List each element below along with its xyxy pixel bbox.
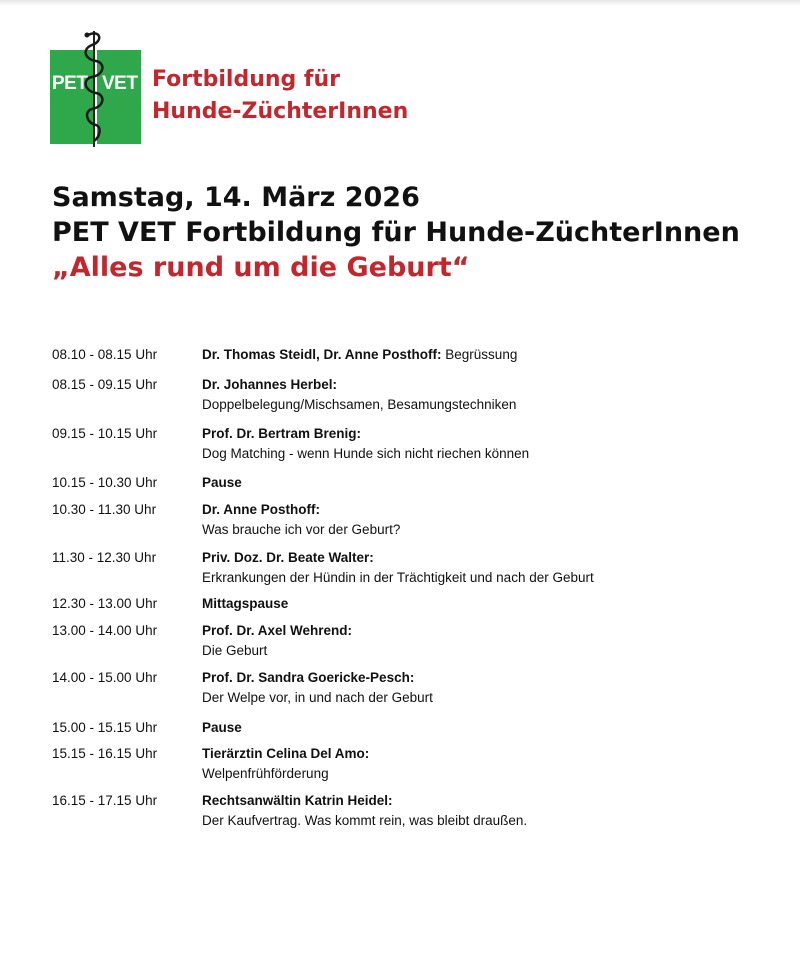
schedule-content <box>202 424 762 464</box>
schedule-topic: Welpenfrühförderung <box>202 766 329 781</box>
aesculapian-snake-icon <box>78 27 108 149</box>
schedule-content <box>202 621 762 661</box>
schedule-topic: Die Geburt <box>202 643 268 658</box>
logo-text-pet: PET <box>52 73 88 94</box>
schedule-topic: Was brauche ich vor der Geburt? <box>202 522 401 537</box>
header-title <box>152 64 408 128</box>
schedule-break: Mittagspause <box>202 596 289 611</box>
schedule-content <box>202 791 762 831</box>
schedule-time: 14.00 - 15.00 Uhr <box>52 670 158 685</box>
header-title-line2: Hunde-ZüchterInnen <box>152 99 409 124</box>
schedule-speaker: Prof. Dr. Bertram Brenig: <box>202 426 362 441</box>
schedule-topic-inline: Begrüssung <box>441 347 518 362</box>
schedule-topic: Erkrankungen der Hündin in der Trächtigkeit und nach der Geburt <box>202 570 594 585</box>
schedule-time: 10.15 - 10.30 Uhr <box>52 475 158 490</box>
schedule-time: 10.30 - 11.30 Uhr <box>52 502 157 517</box>
schedule-time: 09.15 - 10.15 Uhr <box>52 426 158 441</box>
schedule-time: 08.15 - 09.15 Uhr <box>52 377 158 392</box>
schedule-break: Pause <box>202 475 242 490</box>
event-name: PET VET Fortbildung für Hunde-ZüchterInnen <box>52 217 740 248</box>
schedule-time: 12.30 - 13.00 Uhr <box>52 596 158 611</box>
logo-text-vet: VET <box>102 73 138 94</box>
schedule-topic: Der Kaufvertrag. Was kommt rein, was bleibt draußen. <box>202 813 528 828</box>
schedule-time: 15.00 - 15.15 Uhr <box>52 720 158 735</box>
schedule-content <box>202 375 762 415</box>
schedule-speaker: Tierärztin Celina Del Amo: <box>202 746 370 761</box>
schedule-content <box>202 548 762 588</box>
schedule-content <box>202 345 762 365</box>
schedule-speaker: Dr. Thomas Steidl, Dr. Anne Posthoff: <box>202 347 442 362</box>
schedule-time: 15.15 - 16.15 Uhr <box>52 746 158 761</box>
top-edge <box>0 0 800 6</box>
schedule-topic: Doppelbelegung/Mischsamen, Besamungstechniken <box>202 397 517 412</box>
schedule-time: 08.10 - 08.15 Uhr <box>52 347 158 362</box>
event-motto: „Alles rund um die Geburt“ <box>52 252 470 283</box>
header-title-line1: Fortbildung für <box>152 67 341 92</box>
schedule-time: 16.15 - 17.15 Uhr <box>52 793 158 808</box>
schedule-time: 13.00 - 14.00 Uhr <box>52 623 158 638</box>
schedule-speaker: Priv. Doz. Dr. Beate Walter: <box>202 550 374 565</box>
schedule-topic: Der Welpe vor, in und nach der Geburt <box>202 690 433 705</box>
schedule-speaker: Prof. Dr. Sandra Goericke-Pesch: <box>202 670 415 685</box>
schedule-topic: Dog Matching - wenn Hunde sich nicht riechen können <box>202 446 530 461</box>
schedule-content <box>202 594 762 614</box>
schedule-content <box>202 744 762 784</box>
schedule-speaker: Rechtsanwältin Katrin Heidel: <box>202 793 393 808</box>
event-date: Samstag, 14. März 2026 <box>52 182 420 213</box>
schedule-time: 11.30 - 12.30 Uhr <box>52 550 157 565</box>
schedule-speaker: Prof. Dr. Axel Wehrend: <box>202 623 353 638</box>
schedule-speaker: Dr. Anne Posthoff: <box>202 502 320 517</box>
pet-vet-logo <box>50 27 150 149</box>
schedule-content <box>202 668 762 708</box>
schedule-content <box>202 473 762 493</box>
event-title-block <box>52 180 740 285</box>
schedule-content <box>202 718 762 738</box>
schedule-break: Pause <box>202 720 242 735</box>
schedule-content <box>202 500 762 540</box>
schedule-speaker: Dr. Johannes Herbel: <box>202 377 338 392</box>
